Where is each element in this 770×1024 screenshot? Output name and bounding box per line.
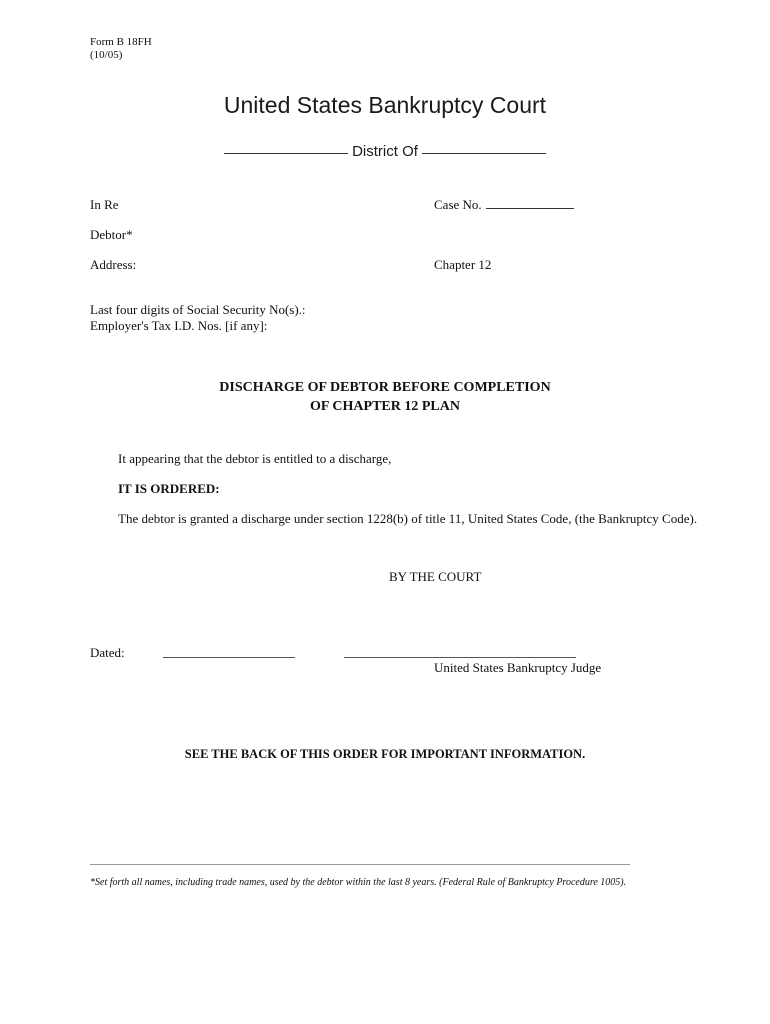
court-title: United States Bankruptcy Court [223,92,547,118]
order-title [0,378,770,416]
form-identifier [90,36,152,62]
district-blank-right[interactable] [422,152,546,154]
footnote-divider [90,864,630,865]
case-number-blank[interactable] [486,207,574,209]
in-re-label: In Re [90,197,119,212]
case-number-field [434,197,574,213]
date-signature-line[interactable] [163,657,295,658]
order-title-line-2: OF CHAPTER 12 PLAN [310,399,460,414]
case-number-label: Case No. [434,197,482,212]
by-the-court-label: BY THE COURT [389,569,482,584]
judge-title-label: United States Bankruptcy Judge [434,660,602,675]
order-title-line-1: DISCHARGE OF DEBTOR BEFORE COMPLETION [219,380,551,395]
district-line [0,143,770,160]
form-revision-date: (10/05) [90,49,123,61]
discharge-granted-paragraph: The debtor is granted a discharge under section 1228(b) of title 11, United States Code, (the Bankruptcy Code). [118,511,698,526]
important-notice: SEE THE BACK OF THIS ORDER FOR IMPORTANT INFORMATION. [184,747,586,761]
judge-signature-line[interactable] [344,657,576,658]
ssn-label: Last four digits of Social Security No(s).: [90,302,306,317]
appearing-paragraph: It appearing that the debtor is entitled to a discharge, [118,451,392,466]
debtor-label: Debtor* [90,227,133,242]
form-number: Form B 18FH [90,36,152,48]
district-label: District Of [352,143,418,160]
chapter-label: Chapter 12 [434,257,492,272]
employer-tax-id-label: Employer's Tax I.D. Nos. [if any]: [90,318,268,333]
it-is-ordered-heading: IT IS ORDERED: [118,481,220,496]
address-label: Address: [90,257,137,272]
district-blank-left[interactable] [224,152,348,154]
dated-label: Dated: [90,645,125,660]
footnote-text: *Set forth all names, including trade names, used by the debtor within the last 8 years. (Federal Rule of Bankruptcy Procedure 1005). [90,877,627,888]
